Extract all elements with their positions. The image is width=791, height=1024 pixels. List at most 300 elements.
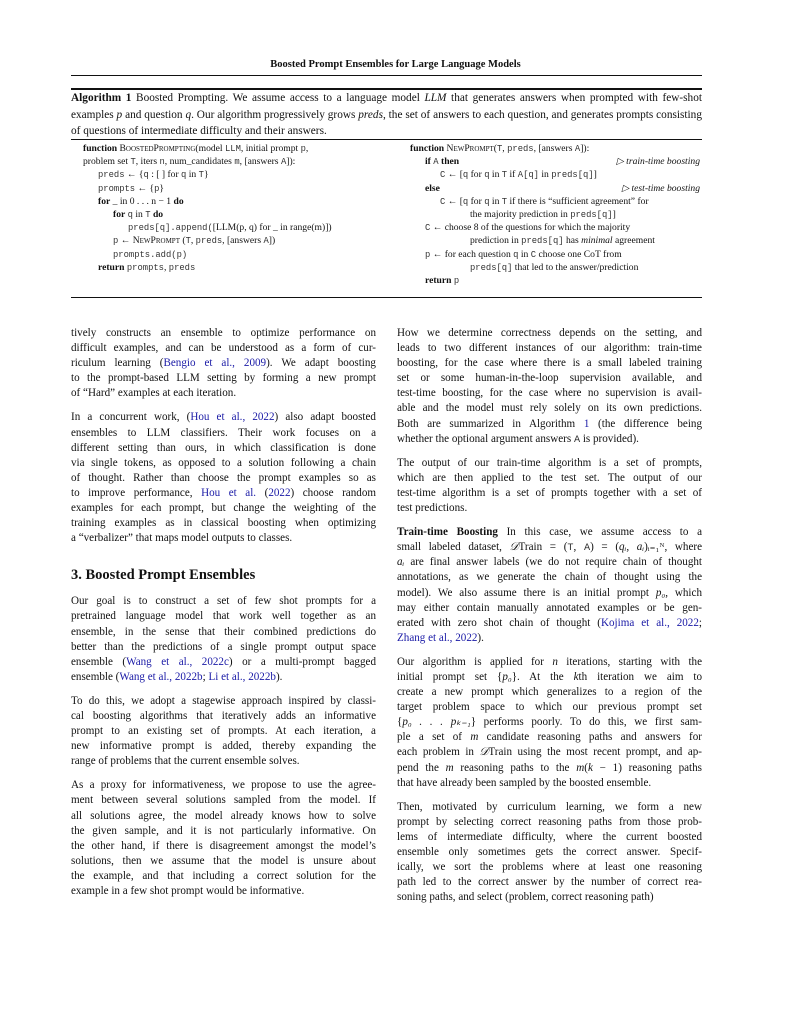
- bold-text: Train-time Boosting: [397, 526, 498, 539]
- function-name: NewPrompt: [132, 235, 180, 247]
- text-run: ← [: [445, 169, 463, 181]
- math-symbol: m: [470, 731, 479, 744]
- text-run: To do this, we adopt a stagewise approach inspired by classi-: [71, 694, 376, 707]
- algorithm-mid-rule: [71, 139, 702, 140]
- text-run: , [answers: [222, 235, 264, 247]
- algorithm-line: [83, 168, 383, 181]
- section-heading: 3. Boosted Prompt Ensembles: [71, 567, 256, 584]
- text-run: ,: [305, 143, 309, 154]
- text-run: riculum learning (: [71, 357, 164, 370]
- text-run: ]: [593, 169, 597, 181]
- text-run: ]: [612, 208, 616, 220]
- text-line: [397, 371, 702, 386]
- code-token: A: [280, 157, 287, 168]
- text-line: [71, 501, 376, 516]
- text-run: initial prompt set {: [397, 670, 503, 683]
- text-line: [397, 501, 702, 516]
- text-run: in: [489, 195, 502, 207]
- text-line: [71, 793, 376, 808]
- text-line: [397, 432, 702, 447]
- code-token: p: [154, 183, 160, 194]
- text-run: , num_candidates: [164, 156, 235, 168]
- text-run: How we determine correctness depends on the setting, and: [397, 327, 702, 339]
- algorithm-line: [83, 142, 383, 155]
- algorithm-line: [410, 195, 700, 208]
- text-run: better than the predictions of a single prompt output space: [71, 640, 376, 653]
- text-run: candidate reasoning paths and answers for: [478, 731, 702, 744]
- paragraph: [71, 326, 376, 401]
- text-run: ,: [163, 261, 169, 273]
- text-line: [397, 670, 702, 685]
- function-name: NewPrompt: [446, 143, 494, 154]
- text-run: problem set: [83, 156, 131, 168]
- text-line: [71, 670, 376, 685]
- math-symbol: n: [552, 655, 558, 668]
- text-run: different setting than ours, in which classification is done: [71, 441, 376, 454]
- text-line: [71, 640, 376, 655]
- code-token: preds[q].append(: [128, 223, 213, 234]
- math-symbol: p₀ . . . pₖ₋₁: [402, 716, 471, 729]
- code-token: T: [501, 170, 508, 181]
- text-run: , which: [665, 586, 702, 599]
- text-run: In a concurrent work, (: [71, 411, 191, 424]
- math-symbol: p₀: [655, 586, 666, 599]
- math-symbol: m: [576, 761, 585, 774]
- function-name: BoostedPrompting: [119, 143, 196, 154]
- text-line: [71, 884, 376, 899]
- text-run: ).: [275, 670, 283, 683]
- code-token: T: [567, 542, 574, 555]
- text-run: test predictions.: [397, 502, 468, 515]
- text-run: each problem in: [397, 746, 480, 759]
- text-run: ensemble, in the sense that their combined predictions do: [71, 625, 376, 638]
- text-run: ← choose 8 of the questions for which the majority: [430, 222, 631, 234]
- algorithm-bottom-rule: [71, 297, 702, 298]
- code-token: T: [501, 196, 508, 207]
- text-line: [397, 386, 702, 401]
- running-header: Boosted Prompt Ensembles for Large Language Models: [270, 59, 521, 70]
- code-token: q: [143, 170, 149, 181]
- text-run: new informative prompt is added, thereby expanding the: [71, 740, 376, 753]
- text-line: [71, 839, 376, 854]
- code-token: A: [583, 542, 591, 555]
- text-run: ← {: [135, 182, 155, 194]
- text-line: [71, 709, 376, 724]
- math-symbol: 𝒟: [509, 541, 519, 554]
- text-run: }. At the: [511, 670, 574, 683]
- text-run: and question: [122, 108, 186, 121]
- paragraph: [71, 594, 376, 685]
- text-run: ← [: [445, 195, 463, 207]
- text-run: In this case, we assume access to a: [497, 526, 702, 539]
- text-line: [71, 594, 376, 609]
- text-line: [71, 824, 376, 839]
- math-symbol: aᵢ: [397, 556, 405, 569]
- text-run: able and the model must rely solely on its own predictions.: [397, 402, 702, 415]
- text-line: [397, 730, 702, 745]
- text-run: ]): [268, 235, 276, 247]
- math-symbol: m: [445, 761, 454, 774]
- text-run: small labeled dataset,: [397, 541, 510, 554]
- text-run: , [answers: [239, 156, 281, 168]
- code-token: A: [263, 236, 269, 247]
- text-run: examples for each prompt, but change the weighting of the: [71, 502, 376, 515]
- text-run: Train = (: [518, 541, 568, 554]
- text-run: may either contain manually annotated examples or be gen-: [397, 601, 702, 614]
- bold-text: do: [173, 195, 184, 207]
- text-line: [397, 601, 702, 616]
- text-run: ;: [202, 670, 209, 683]
- text-line: [397, 456, 702, 471]
- algorithm-line: [410, 274, 700, 287]
- math-symbol: preds: [358, 108, 383, 121]
- text-line: [71, 778, 376, 793]
- text-run: (: [584, 761, 588, 774]
- text-line: [397, 860, 702, 875]
- text-run: _ in 0 . . . n − 1: [110, 195, 174, 207]
- text-line: [397, 356, 702, 371]
- text-run: choose one CoT from: [536, 248, 622, 260]
- text-run: soning paths, and select (problem, correct reasoning path): [397, 891, 654, 904]
- text-run: via single tokens, as opposed to a solution following a chain: [71, 456, 376, 469]
- text-line: [71, 341, 376, 356]
- text-run: training examples as in classical boosting when optimizing: [71, 517, 376, 530]
- text-run: ically, we sort the problems where at least one reasoning: [397, 861, 702, 874]
- bold-text: function: [83, 143, 120, 154]
- bold-text: else: [425, 182, 440, 194]
- text-line: [397, 555, 702, 570]
- code-token: m: [234, 157, 240, 168]
- code-token: T: [145, 209, 151, 220]
- code-token: q: [513, 249, 519, 260]
- algorithm-line: [410, 168, 700, 181]
- text-run: in: [538, 169, 552, 181]
- bold-text: Algorithm 1: [71, 92, 132, 104]
- text-run: (the difference being: [589, 417, 702, 430]
- algorithm-line: [410, 142, 700, 155]
- text-run: target problem space to which our previous prompt set: [397, 701, 702, 714]
- math-symbol: k: [573, 670, 579, 683]
- text-run: ←: [118, 235, 133, 247]
- citation-link[interactable]: 2022: [268, 486, 291, 499]
- text-line: [71, 441, 376, 456]
- text-run: ]):: [580, 143, 590, 154]
- text-run: Our goal is to construct a set of few shot prompts for a: [71, 595, 376, 608]
- text-run: if there is “sufficient agreement” for: [507, 195, 649, 207]
- text-run: ).: [477, 631, 484, 644]
- text-run: which are then applied to the test set. The output of our: [397, 471, 702, 484]
- text-run: ) also adapt boosted: [274, 411, 376, 424]
- bold-text: return: [425, 274, 452, 286]
- citation-link[interactable]: Bengio et al., 2009: [163, 357, 267, 370]
- text-run: example in a few shot prompt would be informative.: [71, 885, 305, 897]
- algorithm-line: [83, 261, 383, 274]
- text-run: . Our algorithm progressively grows: [191, 108, 359, 121]
- text-run: ) = (: [590, 541, 620, 554]
- text-run: tively constructs an ensemble to optimize performance on: [71, 327, 376, 339]
- text-line: [71, 410, 376, 425]
- text-run: − 1) reasoning paths: [592, 761, 702, 774]
- text-run: , [answers: [533, 143, 575, 154]
- text-run: to improve performance,: [71, 486, 202, 499]
- code-token: p: [113, 236, 119, 247]
- text-line: [397, 890, 702, 905]
- text-line: [397, 685, 702, 700]
- algorithm-line: [410, 221, 700, 234]
- algorithm-line: [83, 208, 383, 221]
- text-run: ) choose random: [290, 486, 377, 499]
- citation-link[interactable]: 1: [583, 417, 590, 430]
- bold-text: return: [98, 261, 125, 273]
- text-run: the other hand, if there is disagreement amongst the model’s: [71, 839, 376, 852]
- algorithm-line: [410, 208, 700, 221]
- text-line: [397, 486, 702, 501]
- algorithm-comment: ▷ test-time boosting: [621, 182, 700, 194]
- text-line: [397, 326, 702, 341]
- code-token: T: [130, 157, 136, 168]
- text-run: prompt by selecting correct reasoning paths from those prob-: [397, 815, 702, 828]
- code-token: A: [433, 157, 439, 168]
- text-run: ) or a multi-prompt bagged: [228, 655, 376, 668]
- text-line: [71, 854, 376, 869]
- code-token: C: [440, 196, 446, 207]
- text-run: the given sample, and it is not particularly informative. On: [71, 824, 376, 837]
- text-run: a “verbalizer” that maps model outputs to classes.: [71, 532, 293, 545]
- algorithm-line: [83, 221, 383, 234]
- paragraph: [71, 410, 376, 546]
- text-run: has: [563, 235, 582, 247]
- code-token: prompts: [98, 183, 136, 194]
- text-run: ,: [573, 541, 584, 554]
- text-run: whether the optional argument answers: [397, 432, 574, 445]
- algorithm-line: [83, 195, 383, 208]
- text-line: [71, 456, 376, 471]
- math-symbol: qᵢ, aᵢ: [619, 541, 645, 554]
- text-line: [71, 371, 376, 386]
- citation-link[interactable]: Hou et al., 2022: [190, 411, 275, 424]
- text-run: ,: [502, 143, 508, 154]
- text-line: [71, 625, 376, 640]
- code-token: p: [425, 249, 431, 260]
- text-line: [71, 326, 376, 341]
- citation-link[interactable]: Hou et al.: [201, 486, 257, 499]
- text-run: leads to two different instances of our algorithm: train-time: [397, 342, 702, 355]
- text-run: (: [179, 235, 186, 247]
- code-token: C: [425, 223, 431, 234]
- algorithm-line: [410, 182, 700, 195]
- text-run: pretrained language model that work well together as an: [71, 610, 376, 623]
- code-token: preds: [507, 144, 534, 154]
- text-run: agreement: [612, 235, 655, 247]
- paragraph: [397, 800, 702, 906]
- math-symbol: p: [116, 108, 123, 121]
- text-run: in: [132, 208, 146, 220]
- code-token: C: [440, 170, 446, 181]
- citation-link[interactable]: Kojima et al., 2022: [601, 616, 699, 629]
- text-line: [397, 616, 702, 631]
- code-token: q: [462, 196, 469, 207]
- text-line: [397, 715, 702, 730]
- italic-text: minimal: [581, 235, 613, 247]
- math-symbol: LLM: [424, 92, 447, 104]
- code-token: preds[q]: [551, 170, 594, 181]
- text-run: in: [489, 169, 502, 181]
- code-token: p: [453, 275, 460, 286]
- code-token: preds: [98, 170, 125, 181]
- algorithm-line: [410, 155, 700, 168]
- text-line: [71, 486, 376, 501]
- text-run: prompt to an existing set of prompts. At each iteration, a: [71, 725, 376, 738]
- text-line: [71, 531, 376, 546]
- text-run: th iteration we aim to: [578, 670, 702, 683]
- citation-link[interactable]: Wang et al., 2022b: [119, 670, 203, 683]
- code-token: q: [484, 196, 490, 207]
- math-symbol: 𝒟: [479, 746, 489, 759]
- text-line: [397, 830, 702, 845]
- code-token: preds[q]: [470, 262, 513, 273]
- text-line: [397, 700, 702, 715]
- text-run: prediction in: [470, 235, 522, 247]
- code-token: q: [484, 170, 490, 181]
- text-line: [71, 471, 376, 486]
- text-run: (model: [195, 143, 225, 154]
- text-run: model). We also assume there is an initial prompt: [397, 586, 656, 599]
- text-run: that led to the answer/prediction: [512, 261, 639, 273]
- algorithm-line: [83, 248, 383, 261]
- text-run: if: [507, 169, 518, 181]
- text-run: difficult examples, and can be understood as a form of cur-: [71, 342, 376, 355]
- text-line: [397, 401, 702, 416]
- text-run: in: [186, 169, 199, 181]
- text-line: [71, 609, 376, 624]
- text-run: test-time boosting, for the case where no supervision is avail-: [397, 387, 702, 400]
- text-run: of thought. Rather than choose the prompt examples so as: [71, 471, 376, 484]
- text-run: that have already been sampled by the boosted ensemble.: [397, 776, 652, 789]
- text-line: [71, 356, 376, 371]
- citation-link[interactable]: Li et al., 2022b: [208, 670, 276, 683]
- text-run: for: [468, 169, 485, 181]
- text-run: Boosted Prompting. We assume access to a language model: [131, 92, 425, 104]
- text-run: (: [256, 486, 269, 499]
- text-run: ment between several solutions sampled from the model. If: [71, 794, 376, 807]
- text-run: range of problems that the current ensemble solves.: [71, 755, 300, 768]
- text-run: Then, motivated by curriculum learning, we form a new: [397, 800, 702, 813]
- bold-text: if: [425, 156, 431, 168]
- text-run: Train using the most recent prompt, and ap-: [488, 746, 702, 759]
- text-run: ;: [698, 616, 702, 629]
- text-run: ple a set of: [397, 731, 471, 744]
- text-run: of “Hard” examples at each iteration.: [71, 387, 237, 400]
- code-token: q: [462, 170, 469, 181]
- text-run: ensemble (: [71, 655, 127, 668]
- code-token: A[q]: [517, 170, 539, 181]
- text-run: )ᵢ₌₁ᴺ, where: [644, 541, 702, 554]
- code-token: prompts.add(p): [113, 249, 188, 260]
- algorithm-line: [410, 261, 700, 274]
- paragraph: [71, 778, 376, 899]
- paragraph: [397, 525, 702, 646]
- text-line: [397, 540, 702, 555]
- text-run: }: [159, 182, 165, 194]
- text-run: in: [518, 248, 531, 260]
- text-run: create a new prompt which generalizes to a region of the: [397, 686, 702, 699]
- text-line: [397, 570, 702, 585]
- bold-text: do: [152, 208, 164, 220]
- text-line: [397, 586, 702, 601]
- header-rule: [71, 75, 702, 76]
- text-run: } performs poorly. To do this, we first sam-: [470, 716, 702, 729]
- code-token: preds[q]: [521, 236, 564, 247]
- text-run: ← {: [124, 169, 144, 181]
- math-symbol: k: [587, 761, 593, 774]
- math-symbol: q: [185, 108, 192, 121]
- algorithm-boosted-prompting: [83, 142, 383, 274]
- text-run: iterations, starting with the: [557, 655, 703, 668]
- text-run: to the prompt-based LLM setting by forming a new prompt: [71, 372, 376, 385]
- paragraph: [71, 694, 376, 769]
- text-run: (: [493, 143, 497, 154]
- algorithm-caption: [71, 90, 702, 140]
- code-token: q: [127, 209, 133, 220]
- text-line: [397, 471, 702, 486]
- code-token: p: [300, 144, 306, 154]
- text-run: are final answer labels (we do not require chain of thought: [404, 556, 702, 569]
- text-run: : [ ] for: [148, 169, 182, 181]
- text-run: , the set of answers to each question, and generates prompts consisting of questions of intermediate difficulty and their answers.: [71, 108, 702, 137]
- bold-text: then: [441, 156, 460, 168]
- algorithm-new-prompt: [410, 142, 700, 287]
- algorithm-line: [83, 182, 383, 195]
- math-symbol: p₀: [502, 670, 512, 683]
- text-run: reasoning paths to the: [453, 761, 577, 774]
- text-run: all solutions agree, the model already knows how to solve: [71, 809, 376, 822]
- text-run: that generates answers when prompted with few-shot examples: [71, 92, 702, 121]
- text-run: [LLM(p, q) for _ in range(m)]): [212, 222, 332, 234]
- text-line: [71, 809, 376, 824]
- text-line: [397, 525, 702, 540]
- algorithm-line: [83, 234, 383, 247]
- text-run: ). We adapt boosting: [266, 357, 376, 370]
- text-line: [71, 694, 376, 709]
- code-token: q: [181, 170, 187, 181]
- text-run: test-time algorithm is a set of prompts together with a set of: [397, 486, 702, 499]
- algorithm-line: [410, 234, 700, 247]
- text-run: lems of intermediate difficulty, where the current boosted: [397, 830, 702, 843]
- citation-link[interactable]: Zhang et al., 2022: [397, 631, 478, 644]
- text-run: As a proxy for informativeness, we propose to use the agree-: [71, 779, 376, 792]
- text-run: ← for each question: [430, 248, 514, 260]
- bold-text: function: [410, 143, 447, 154]
- code-token: preds[q]: [570, 209, 613, 220]
- algorithm-comment: ▷ train-time boosting: [616, 156, 700, 168]
- citation-link[interactable]: Wang et al., 2022c: [126, 655, 229, 668]
- text-run: ,: [190, 235, 196, 247]
- text-run: Our algorithm is applied for: [397, 655, 553, 668]
- text-run: path led to the correct answer by the number of correct rea-: [397, 876, 702, 889]
- bold-text: for: [98, 195, 111, 207]
- text-line: [397, 745, 702, 760]
- code-token: T: [496, 144, 503, 154]
- text-line: [397, 776, 702, 791]
- code-token: preds: [168, 262, 196, 273]
- code-token: preds: [195, 236, 223, 247]
- text-line: [397, 417, 702, 432]
- right-column: [397, 326, 702, 905]
- paragraph: [397, 655, 702, 791]
- text-run: annotations, as we generate the chain of thought using the: [397, 571, 702, 584]
- text-line: [71, 724, 376, 739]
- text-line: [397, 800, 702, 815]
